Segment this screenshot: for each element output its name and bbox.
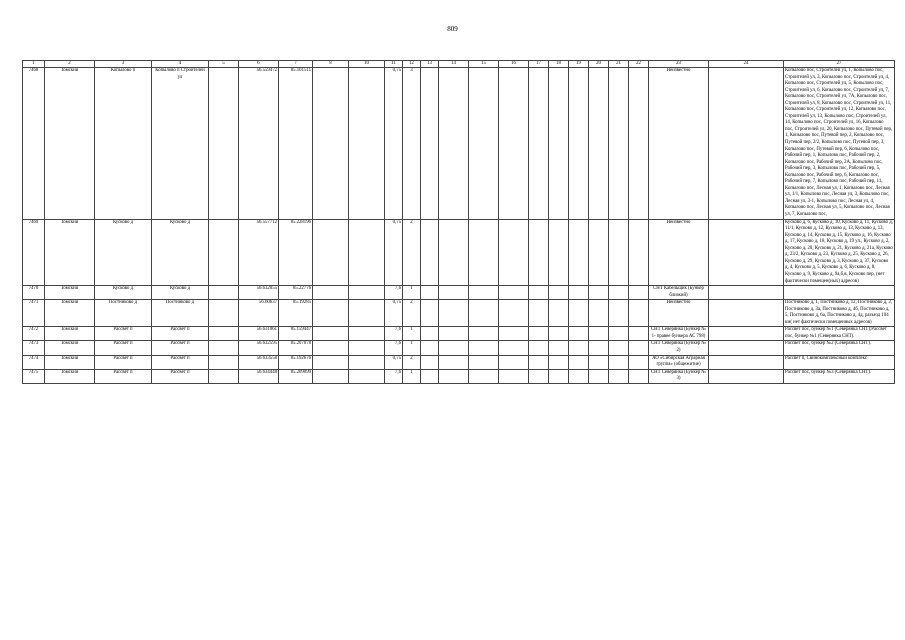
empty-cell [589,68,609,220]
cell-c12: 1 [403,327,421,341]
cell-region: Томский [45,369,95,383]
empty-cell [313,219,349,285]
cell-settlement: Рассвет п [95,327,152,341]
empty-cell [349,369,385,383]
empty-cell [709,327,784,341]
cell-settlement: Рассвет п [95,341,152,355]
cell-settlement: Кусково д [95,219,152,285]
cell-c11: 0,75 [385,300,403,327]
empty-cell [629,355,649,369]
cell-region: Томский [45,68,95,220]
cell-c23: СНТ Северянка (Бункер № 2) [649,341,709,355]
empty-cell [439,327,469,341]
cell-c23: Неизвестно [649,219,709,285]
cell-c23: АО «Сибирская Аграрная группа» (общежитие) [649,355,709,369]
empty-cell [469,219,499,285]
empty-cell [529,327,549,341]
empty-cell [439,286,469,300]
cell-num: 7470 [23,286,45,300]
cell-c23: Неизвестно [649,300,709,327]
empty-cell [313,286,349,300]
cell-c11: 0,75 [385,355,403,369]
empty-cell [469,286,499,300]
cell-c23: СНТ Северянка (Бункер № 1- правее бункера АС 798) [649,327,709,341]
empty-cell [349,341,385,355]
table-row [23,68,895,220]
cell-c12: 2 [403,300,421,327]
empty-cell [549,355,569,369]
empty-cell [439,219,469,285]
empty-cell [469,327,499,341]
cell-c23: СНТ Кабельщик (Бункер близкий) [649,286,709,300]
empty-cell [349,286,385,300]
empty-cell [549,219,569,285]
cell-c27: Постниково д, 1, Постниково д, 12, Постниково д, 2, Постниково д, 3а, Постниково д, 4б, Постниково д, 5, Постниково д, 6а, Постниково д, 4д, разъезд 104 км( нет фактически помещенных адресов) [784,300,895,327]
empty-cell [313,355,349,369]
empty-cell [529,369,549,383]
table-row [23,327,895,341]
cell-num: 7473 [23,341,45,355]
cell-c23: Неизвестно [649,68,709,220]
empty-cell [569,355,589,369]
empty-cell [609,327,629,341]
table-row [23,341,895,355]
cell-c27: Рассвет пос, бункер №2 (Северянка СНТ). [784,341,895,355]
empty-cell [629,327,649,341]
empty-cell [469,300,499,327]
empty-cell [421,327,439,341]
cell-locality: Рассвет п [152,341,209,355]
cell-lon: 85.209099 [279,369,313,383]
cell-lat: 56.632595 [239,341,279,355]
empty-cell [421,219,439,285]
column-number-cell: 21 [609,61,629,68]
column-number-cell: 14 [439,61,469,68]
empty-cell [499,355,529,369]
empty-cell [529,341,549,355]
empty-cell [469,341,499,355]
cell-region: Томский [45,355,95,369]
cell-c11: 0,75 [385,219,403,285]
column-number-cell: 12 [403,61,421,68]
empty-cell [349,68,385,220]
empty-cell [629,341,649,355]
empty-cell [209,219,239,285]
column-number-cell: 15 [469,61,499,68]
empty-cell [499,341,529,355]
cell-c27: Копылово пос, Строителей ул, 1, Копылово пос, Строителей ул, 3, Копылово пос, Строителей ул, 4, Копылово пос, Строителей ул, 5, Копылово пос, Строителей ул, 6, Копылово пос, Строителей ул, 7, Копылово пос, Строителей ул, 7А, Копылово пос, Строителей ул, 8, Копылово пос, Строителей ул, 11, Копылово пос, Строителей ул, 12, Копылово пос, Строителей ул, 13, Копылово пос, Строителей ул, 14, Копылово пос, Строителей ул, 16, Копылово пос, Строителей ул, 20, Копылово пос, Путевой пер, 1, Копылово пос, Путевой пер, 2, Копылово пос, Путевой пер, 2/2, Копылово пос, Путевой пер, 3, Копылово пос, Путевой пер, 6, Копылово пос, Рабочий пер, 1, Копылово пос, Рабочий пер, 2, Копылово пос, Рабочий пер, 2А, Копылово пос, Рабочий пер, 3, Копылово пос, Рабочий пер, 5, Копылово пос, Рабочий пер, 6, Копылово пос, Рабочий пер, 7, Копылово пос, Рабочий пер, 11, Копылово пос, Лесная ул, 1, Копылово пос, Лесная ул, 1/1, Копылово пос, Лесная ул, 3, Копылово пос, Лесная ул, 3-1, Копылово пос, Лесная ул, 4, Копылово пос, Лесная ул, 5, Копылово пос, Лесная ул, 7, Копылово пос, [784,68,895,220]
empty-cell [439,68,469,220]
empty-cell [609,355,629,369]
empty-cell [569,300,589,327]
column-number-cell: 27 [784,61,895,68]
empty-cell [499,300,529,327]
empty-cell [439,341,469,355]
cell-lon: 85.228196 [279,219,313,285]
cell-region: Томский [45,286,95,300]
column-number-cell: 8 [313,61,349,68]
cell-c12: 1 [403,369,421,383]
empty-cell [499,327,529,341]
cell-lat: 56.631061 [239,327,279,341]
empty-cell [209,369,239,383]
empty-cell [589,369,609,383]
cell-region: Томский [45,341,95,355]
table-row [23,369,895,383]
empty-cell [709,341,784,355]
empty-cell [629,286,649,300]
empty-cell [469,369,499,383]
empty-cell [569,286,589,300]
cell-c23: СНТ Северянка (Бункер № 3) [649,369,709,383]
empty-cell [313,341,349,355]
empty-cell [589,355,609,369]
empty-cell [569,341,589,355]
cell-c12: 2 [403,219,421,285]
cell-c12: 1 [403,286,421,300]
cell-region: Томский [45,327,95,341]
empty-cell [421,369,439,383]
column-number-cell: 10 [349,61,385,68]
cell-settlement: Постниково д [95,300,152,327]
cell-c11: 7,6 [385,369,403,383]
empty-cell [549,341,569,355]
cell-lon: 85.19285 [279,300,313,327]
empty-cell [529,355,549,369]
cell-locality: Копылово п Строителей ул [152,68,209,220]
empty-cell [209,286,239,300]
empty-cell [529,219,549,285]
empty-cell [549,68,569,220]
cell-lat: 56.632055 [239,286,279,300]
cell-settlement: Копылово п [95,68,152,220]
empty-cell [499,369,529,383]
cell-c27: Рассвет пос, бункер №3 (Северянка СНТ). [784,369,895,383]
cell-locality: Рассвет п [152,327,209,341]
empty-cell [439,355,469,369]
cell-locality: Постниково д [152,300,209,327]
empty-cell [629,219,649,285]
column-number-cell: 18 [549,61,569,68]
column-number-cell: 1 [23,61,45,68]
column-number-cell: 7 [279,61,313,68]
empty-cell [589,219,609,285]
cell-c27 [784,286,895,300]
cell-num: 7472 [23,327,45,341]
column-number-row [23,61,895,68]
empty-cell [589,327,609,341]
empty-cell [313,327,349,341]
empty-cell [209,341,239,355]
cell-locality: Кусково д [152,219,209,285]
cell-lon: 85.22776 [279,286,313,300]
empty-cell [629,300,649,327]
page-number: 809 [447,25,458,33]
cell-num: 7469 [23,219,45,285]
empty-cell [629,369,649,383]
empty-cell [421,355,439,369]
table-row [23,219,895,285]
empty-cell [349,300,385,327]
empty-cell [439,300,469,327]
column-number-cell: 13 [421,61,439,68]
empty-cell [499,219,529,285]
empty-cell [439,369,469,383]
empty-cell [569,68,589,220]
cell-lon: 85.192676 [279,355,313,369]
cell-c12: 2 [403,355,421,369]
empty-cell [209,300,239,327]
cell-settlement: Рассвет п [95,369,152,383]
empty-cell [609,286,629,300]
empty-cell [569,219,589,285]
empty-cell [549,300,569,327]
registry-table [22,60,895,384]
empty-cell [709,355,784,369]
column-number-cell: 11 [385,61,403,68]
cell-locality: Рассвет п [152,355,209,369]
cell-c27: Кусково д, 6, Кусково д, 10, Кусково д, 11, Кусково д, 11/1, Кусково д, 12, Кусково д, 13, Кусково д, 13, Кусково д, 14, Кусково д, 15, Кусково д, 16, Кусково д, 17, Кусково д, 18, Кусково д, 19 ул., Кусково д, 2, Кусково д, 20, Кусково д, 21, Кусково д, 21а, Кусково д, 23/2, Кусково д, 23, Кусково д, 25, Кусково д, 26, Кусково д, 29, Кусково д, 3, Кусково д, 37, Кусково д, 4, Кусково д, 5, Кусково д, 6, Кусково д, 8, Кусково д, 9, Кусково д, 9а,б,в, Кусково пер, (нет фактически помещен(ных) адресов) [784,219,895,285]
column-number-cell: 24 [709,61,784,68]
column-number-cell: 5 [209,61,239,68]
cell-lat: 56.634448 [239,369,279,383]
cell-locality: Кусково д [152,286,209,300]
empty-cell [349,355,385,369]
cell-num: 7471 [23,300,45,327]
cell-settlement: Рассвет п [95,355,152,369]
empty-cell [313,300,349,327]
empty-cell [709,300,784,327]
cell-c11: 7,6 [385,341,403,355]
cell-c12: 3 [403,68,421,220]
empty-cell [529,68,549,220]
empty-cell [589,341,609,355]
cell-c27: Рассвет п, Свинокомплексный комплекс [784,355,895,369]
column-number-cell: 20 [589,61,609,68]
cell-c27: Рассвет пос, бункер №1 (Северянка СНТ);Рассвет пос, бункер №1 (Северянка СНТ). [784,327,895,341]
table-row [23,300,895,327]
empty-cell [709,68,784,220]
column-number-cell: 17 [529,61,549,68]
empty-cell [469,355,499,369]
cell-lon: 85.101511 [279,68,313,220]
empty-cell [529,286,549,300]
empty-cell [499,68,529,220]
cell-lon: 85.207078 [279,341,313,355]
empty-cell [209,68,239,220]
empty-cell [709,286,784,300]
cell-lat: 56.633558 [239,355,279,369]
table-row [23,355,895,369]
cell-lon: 85.159447 [279,327,313,341]
empty-cell [421,68,439,220]
table-row [23,286,895,300]
empty-cell [629,68,649,220]
empty-cell [589,286,609,300]
column-number-cell: 22 [629,61,649,68]
empty-cell [209,327,239,341]
empty-cell [313,68,349,220]
cell-num: 7474 [23,355,45,369]
empty-cell [589,300,609,327]
empty-cell [609,341,629,355]
empty-cell [469,68,499,220]
cell-c11: 0,75 [385,68,403,220]
empty-cell [499,286,529,300]
empty-cell [609,219,629,285]
cell-settlement: Кусково д [95,286,152,300]
empty-cell [421,341,439,355]
column-number-cell: 19 [569,61,589,68]
cell-region: Томский [45,219,95,285]
empty-cell [609,68,629,220]
cell-c11: 7,6 [385,286,403,300]
column-number-cell: 2 [45,61,95,68]
empty-cell [349,219,385,285]
cell-region: Томский [45,300,95,327]
cell-c12: 1 [403,341,421,355]
empty-cell [609,300,629,327]
cell-num: 7475 [23,369,45,383]
column-number-cell: 4 [152,61,209,68]
cell-lat: 56.60637 [239,300,279,327]
empty-cell [709,369,784,383]
empty-cell [529,300,549,327]
empty-cell [421,286,439,300]
empty-cell [549,286,569,300]
cell-locality: Рассвет п [152,369,209,383]
cell-lat: 56.559472 [239,68,279,220]
empty-cell [569,369,589,383]
empty-cell [313,369,349,383]
column-number-cell: 23 [649,61,709,68]
empty-cell [709,219,784,285]
column-number-cell: 3 [95,61,152,68]
cell-c11: 7,6 [385,327,403,341]
empty-cell [421,300,439,327]
column-number-cell: 6 [239,61,279,68]
empty-cell [349,327,385,341]
empty-cell [569,327,589,341]
empty-cell [609,369,629,383]
cell-num: 7468 [23,68,45,220]
column-number-cell: 16 [499,61,529,68]
cell-lat: 56.557712 [239,219,279,285]
empty-cell [549,327,569,341]
empty-cell [549,369,569,383]
empty-cell [209,355,239,369]
